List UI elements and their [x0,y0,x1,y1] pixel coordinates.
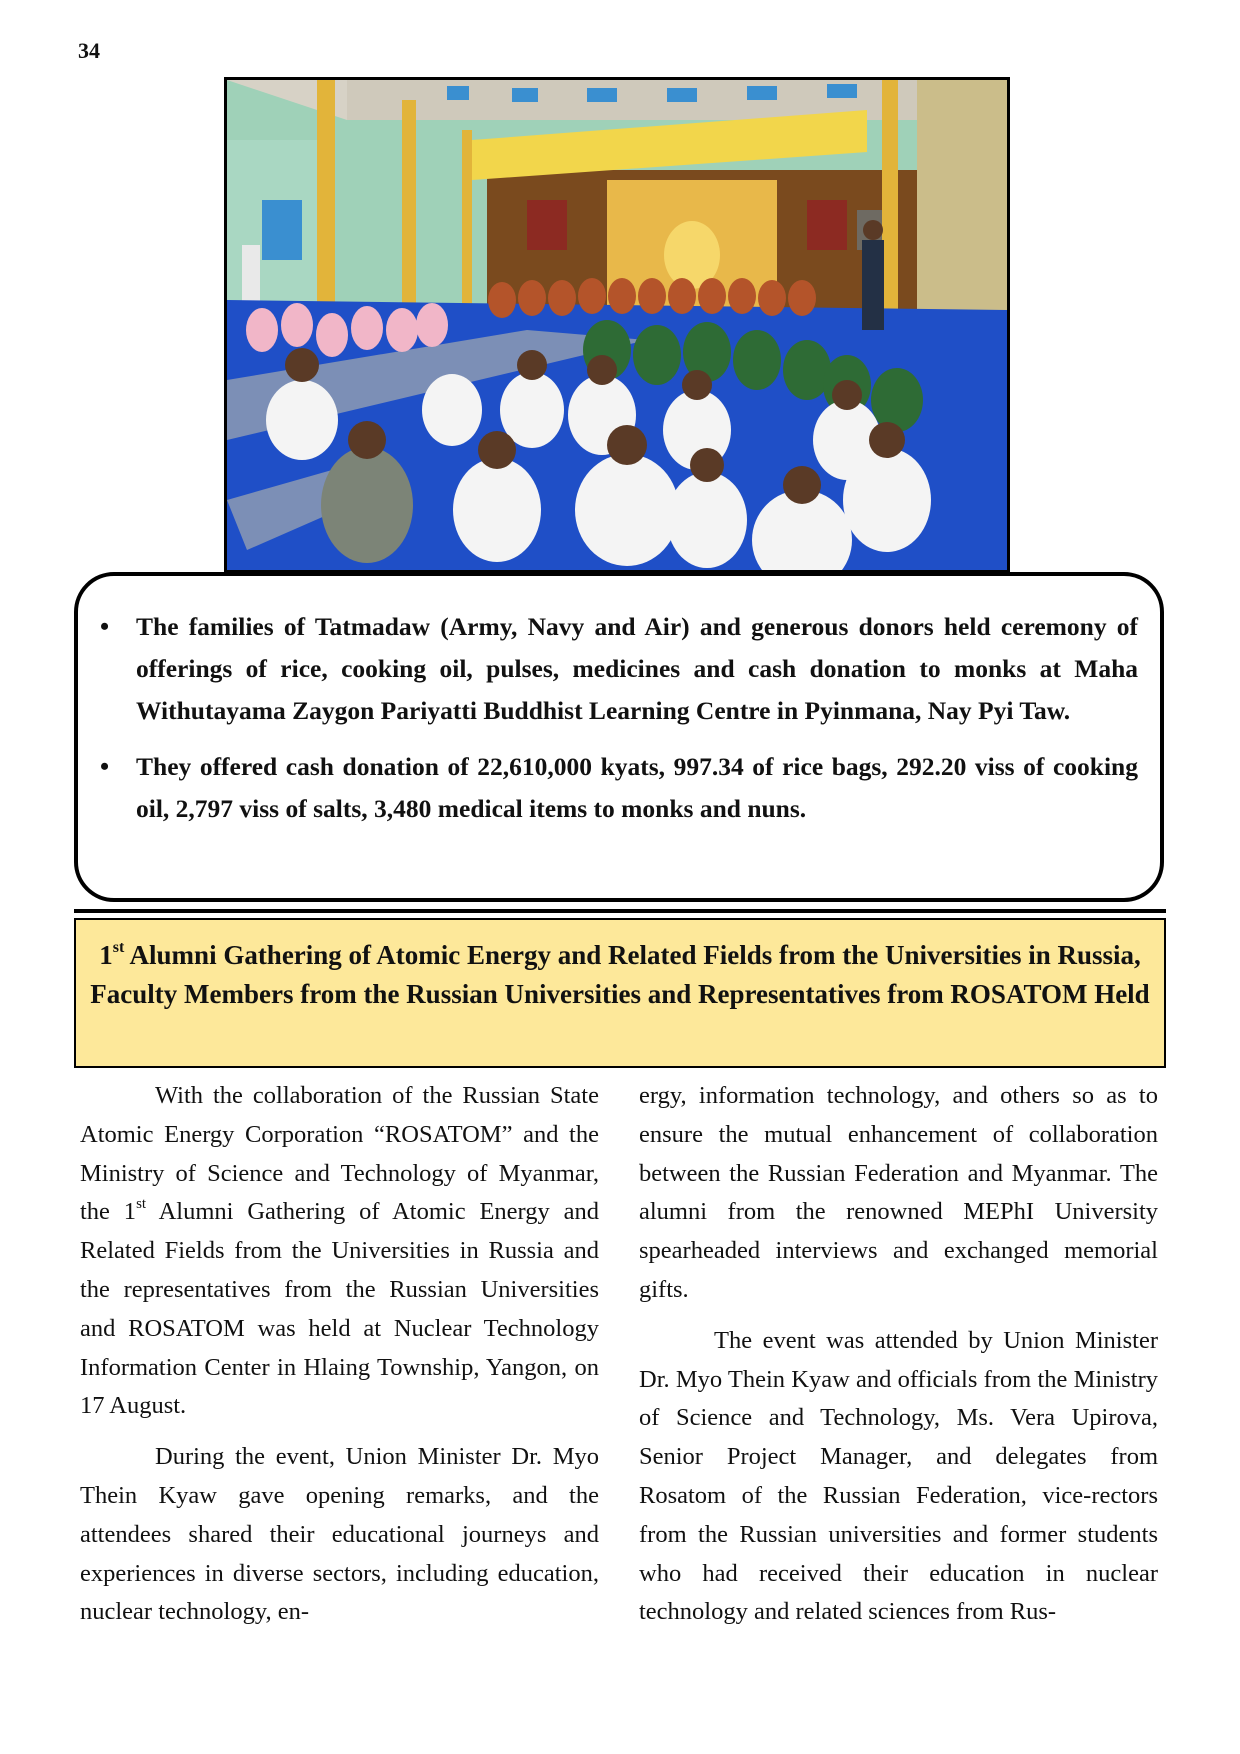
article-paragraph [80,1077,599,1426]
headline-ordinal: 1 [99,940,113,970]
paragraph-text: With the collaboration of the Russian State Atomic Energy Corporation “ROSATOM” and the Ministry of Science and Technology of Myanmar, the 1 [80,1082,599,1226]
article-paragraph: The event was attended by Union Minister Dr. Myo Thein Kyaw and officials from the Ministry of Science and Technology, Ms. Vera Upirova, Senior Project Manager, and delegates from Rosatom of the Russian Federation, vice-rectors from the Russian universities and former students who had received their education in nuclear technology and related sciences from Rus- [639,1326,1158,1626]
ordinal-suffix: st [136,1196,147,1213]
pillar [462,130,472,320]
caption-bullet: • The families of Tatmadaw (Army, Navy and Air) and generous donors held ceremony of offerings of rice, cooking oil, pulses, medicines and cash donation to monks at Maha Withutayama Zaygon Pariyatti Buddhist Learning Centre in Pyinmana, Nay Pyi Taw. [136,606,1138,732]
window [512,88,538,102]
paragraph-text: Alumni Gathering of Atomic Energy and Related Fields from the Universities in Russia and the representatives from the Russian Universities and ROSATOM was held at Nuclear Technology Information Center in Hlaing Township, Yangon, on 17 August. [80,1198,600,1420]
window [747,86,777,100]
pillar [882,80,898,330]
caption-list [136,606,1138,830]
headline-text: Alumni Gathering of Atomic Energy and Related Fields from the Universities in Russia, Faculty Members from the Russian Universities and Representatives from ROSATOM Held [90,940,1150,1009]
headline-ordinal-suffix: st [112,939,125,956]
pillar [402,100,416,320]
ceremony-photo [224,77,1010,573]
window [667,88,697,102]
article-headline [74,918,1166,1068]
article-paragraph: ergy, information technology, and others so as to ensure the mutual enhancement of collaboration between the Russian Federation and Myanmar. The alumni from the renowned MEPhI University spearheaded interviews and exchanged memorial gifts. [639,1082,1158,1303]
article-column-right [639,1077,1158,1644]
headline-rule [74,909,1166,913]
window [587,88,617,102]
article-column-left [80,1077,599,1644]
caption-box [74,572,1164,902]
article-paragraph: During the event, Union Minister Dr. Myo Thein Kyaw gave opening remarks, and the attendees shared their educational journeys and experiences in diverse sectors, including education, nuclear technology, en- [80,1443,599,1626]
window [447,86,469,100]
caption-bullet: • They offered cash donation of 22,610,000 kyats, 997.34 of rice bags, 292.20 viss of cooking oil, 2,797 viss of salts, 3,480 medical items to monks and nuns. [136,746,1138,830]
pillar [317,80,335,330]
window [827,84,857,98]
page-number: 34 [78,38,100,63]
